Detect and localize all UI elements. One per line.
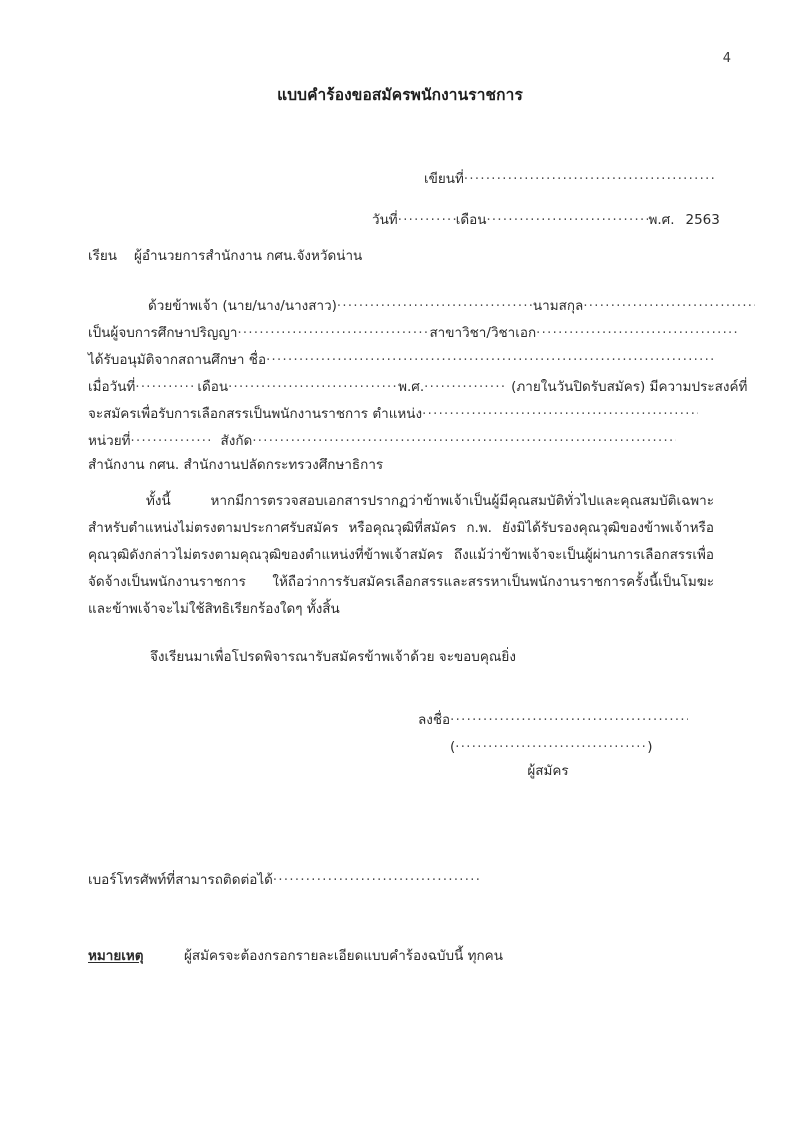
salutation-recipient: ผู้อำนวยการสำนักงาน กศน.จังหวัดน่าน [134,248,363,264]
position-label: จะสมัครเพื่อรับการเลือกสรรเป็นพนักงานราชการ ตำแหน่ง [88,406,423,422]
affiliation-blank[interactable] [252,431,676,444]
office-line: สำนักงาน กศน. สำนักงานปลัดกระทรวงศึกษาธิการ [88,457,384,473]
salutation-label: เรียน [88,248,118,264]
approval-year-blank[interactable] [424,377,506,390]
closing-line: จึงเรียนมาเพื่อโปรดพิจารณารับสมัครข้าพเจ้าด้วย จะขอบคุณยิ่ง [150,649,516,665]
signature-blank[interactable] [450,710,688,723]
position-blank[interactable] [422,404,698,417]
month-label: เดือน [455,212,487,228]
declaration-paragraph [88,488,714,623]
date-label: วันที่ [372,212,398,228]
note-text: ผู้สมัครจะต้องกรอกรายละเอียดแบบคำร้องฉบับนี้ ทุกคน [184,948,503,964]
degree-blank[interactable] [237,323,429,336]
institution-line [88,351,716,368]
signature-line [418,711,688,728]
unit-blank[interactable] [131,431,213,444]
approval-month-label: เดือน [197,379,229,395]
printed-name-blank[interactable] [455,737,647,750]
date-line [372,211,720,228]
year-value: 2563 [685,212,720,228]
phone-line [88,871,479,888]
salutation-line [88,250,362,264]
phone-blank[interactable] [273,870,479,883]
major-blank[interactable] [536,323,738,336]
written-at-blank[interactable] [464,169,714,182]
affiliation-label: สังกัด [220,433,253,449]
institution-blank[interactable] [266,350,716,363]
note-label: หมายเหตุ [88,948,144,964]
open-paren: ( [450,739,456,755]
surname-blank[interactable] [583,296,755,309]
degree-line [88,324,738,341]
institution-label: ได้รับอนุมัติจากสถานศึกษา ชื่อ [88,352,267,368]
phone-label: เบอร์โทรศัพท์ที่สามารถติดต่อได้ [88,872,273,888]
signature-label: ลงชื่อ [418,712,451,728]
month-blank[interactable] [486,210,648,223]
written-at-label: เขียนที่ [424,171,464,187]
declaration-text: ทั้งนี้ หากมีการตรวจสอบเอกสารปรากฏว่าข้าพเจ้าเป็นผู้มีคุณสมบัติทั่วไปและคุณสมบัติเฉพาะสำหรับตำแหน่งไม่ตรงตามประกาศรับสมัคร หรือคุณวุฒิที่สมัคร ก.พ. ยังมิได้รับรองคุณวุฒิของข้าพเจ้าหรือคุณวุฒิดังกล่าวไม่ตรงตามคุณวุฒิของตำแหน่งที่ข้าพเจ้าสมัคร ถึงแม้ว่าข้าพเจ้าจะเป็นผู้ผ่านการเลือกสรรเพื่อจัดจ้างเป็นพนักงานราชการ ให้ถือว่าการรับสมัครเลือกสรรและสรรหาเป็นพนักงานราชการครั้งนี้เป็นโมฆะและข้าพเจ้าจะไม่ใช้สิทธิเรียกร้องใดๆ ทั้งสิ้น [88,493,714,617]
applicant-name-label: ด้วยข้าพเจ้า (นาย/นาง/นางสาว) [148,298,337,314]
page-number: 4 [722,51,731,66]
applicant-name-line [88,297,755,314]
unit-line [88,432,676,449]
written-at-line [424,170,714,187]
first-name-blank[interactable] [337,296,533,309]
approval-date-line [88,378,747,395]
approval-note: (ภายในวันปิดรับสมัคร) มีความประสงค์ที่ [511,379,748,395]
day-blank[interactable] [398,210,456,223]
approval-month-blank[interactable] [228,377,398,390]
approval-day-blank[interactable] [135,377,197,390]
unit-label: หน่วยที่ [88,433,131,449]
note-line [88,950,503,964]
close-paren: ) [647,739,653,755]
degree-label: เป็นผู้จบการศึกษาปริญญา [88,325,238,341]
year-prefix: พ.ศ. [648,212,675,228]
signature-role: ผู้สมัคร [527,763,569,779]
approval-day-label: เมื่อวันที่ [88,379,136,395]
major-label: สาขาวิชา/วิชาเอก [429,325,537,341]
position-line [88,405,698,422]
signature-name-line [450,738,653,755]
approval-year-label: พ.ศ. [398,379,425,395]
surname-label: นามสกุล [532,298,584,314]
page-title: แบบคำร้องขอสมัครพนักงานราชการ [277,86,523,104]
